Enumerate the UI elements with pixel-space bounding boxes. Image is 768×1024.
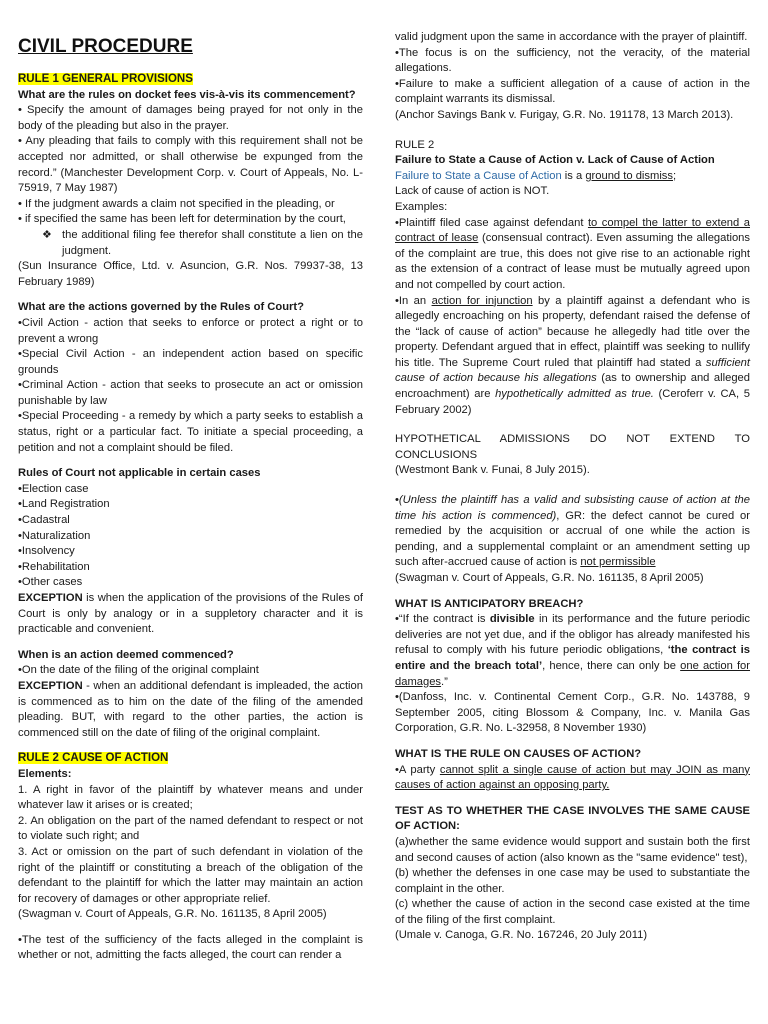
list-item: •Naturalization (18, 529, 91, 542)
rule2-heading: RULE 2 CAUSE OF ACTION (18, 752, 169, 765)
westmont-citation: (Westmont Bank v. Funai, 8 July 2015). (395, 464, 590, 477)
elements-citation: (Swagman v. Court of Appeals, G.R. No. 161135, 8 April 2005) (18, 908, 327, 921)
example-1: •Plaintiff filed case against defendant to compel the latter to extend a contract of lease (consensual contract). Even assuming the allegations of the complaint are true, this does not give rise to an actionable right as the extension of a contract of lease must be mutually agreed upon and not compelled by court action. (395, 216, 750, 291)
page-title: CIVIL PROCEDURE (18, 36, 193, 57)
question-action-commenced: When is an action deemed commenced? (18, 648, 234, 661)
question-not-applicable: Rules of Court not applicable in certain cases (18, 467, 261, 480)
list-item: •Cadastral (18, 514, 70, 527)
question-actions-governed: What are the actions governed by the Rules of Court? (18, 301, 304, 314)
element-item: 1. A right in favor of the plaintiff by whatever means and under whatever law it arises or is created; (18, 783, 363, 812)
test-item-b: (b) whether the defenses in one case may be used to substantiate the complaint in the other. (395, 867, 750, 895)
docket-sub-bullet: ❖ the additional filing fee therefor shall constitute a lien on the judgment. (42, 228, 363, 257)
list-item: •Election case (18, 482, 89, 495)
question-docket-fees: What are the rules on docket fees vis-à-vis its commencement? (18, 88, 356, 101)
swagman-citation: (Swagman v. Court of Appeals, G.R. No. 161135, 8 April 2005) (395, 572, 704, 584)
focus-bullet: •The focus is on the sufficiency, not the veracity, of the material allegations. (395, 46, 750, 75)
question-anticipatory-breach: WHAT IS ANTICIPATORY BREACH? (395, 597, 584, 610)
list-item: •Land Registration (18, 498, 110, 511)
docket-bullet-3: • If the judgment awards a claim not specified in the pleading, or (18, 197, 335, 210)
rule2-label: RULE 2 (395, 138, 435, 151)
question-causes-of-action: WHAT IS THE RULE ON CAUSES OF ACTION? (395, 747, 642, 760)
list-item: •Other cases (18, 576, 83, 589)
exception-paragraph-1: EXCEPTION is when the application of the provisions of the Rules of Court is only by analogy or in a suppletory character and it is practicable and convenient. (18, 592, 363, 636)
rule1-heading: RULE 1 GENERAL PROVISIONS (18, 73, 193, 85)
element-item: 3. Act or omission on the part of such defendant in violation of the right of the plaintiff or constituting a breach of the obligation of the defendant to the plaintiff for which the latter may maintain an action for recovery of damages or other appropriate relief. (18, 845, 363, 905)
anticipatory-paragraph: •“If the contract is divisible in its performance and the future periodic deliveries are not yet due, and if the obligor has already manifested his refusal to comply with his future periodic obligations, ‘the contract is entire and the breach total’, hence, there can only be one action for damages.” (395, 613, 751, 688)
unless-paragraph: •(Unless the plaintiff has a valid and subsisting cause of action at the time his action is commenced), GR: the defect cannot be cured or remedied by the acquisition or accrual of one while the action is pending, and a supplemental complaint or an amendment setting up such after-accrued cause of action is not permissible (395, 494, 750, 569)
example-2: •In an action for injunction by a plaintiff against a defendant who is allegedly encroaching on his property, defendant raised the defense of the “lack of cause of action” because he allegedly had title over the property. Defendant argued that in effect, plaintiff was seeking to nullify his title. The Supreme Court ruled that plaintiff had stated a sufficient cause of action because his allegations (as to ownership and alleged encroachment) are hypothetically admitted as true. (Ceroferr v. CA, 5 February 2002) (395, 294, 751, 416)
failure-ground-line: Failure to State a Cause of Action is a ground to dismiss; (395, 169, 677, 182)
failure-vs-lack-heading: Failure to State a Cause of Action v. Lack of Cause of Action (395, 154, 715, 167)
elements-label: Elements: (18, 767, 72, 780)
umale-citation: (Umale v. Canoga, G.R. No. 167246, 20 July 2011) (395, 929, 648, 942)
special-civil-action-item: •Special Civil Action - an independent action based on specific grounds (18, 348, 363, 376)
element-item: 2. An obligation on the part of the named defendant to respect or not to violate such right; and (18, 814, 363, 843)
left-column (18, 0, 363, 964)
lack-not-line: Lack of cause of action is NOT. (395, 185, 550, 198)
diamond-bullet-icon: ❖ (42, 228, 53, 241)
docket-bullet-2: • Any pleading that fails to comply with this requirement shall not be accepted nor admitted, or shall otherwise be expunged from the record.” (Manchester Development Corp. v. Court of Appeals, No. L-75919, 7 May 1987) (18, 135, 363, 195)
special-proceeding-item: •Special Proceeding - a remedy by which a party seeks to establish a status, right or a particular fact. To initiate a special proceeding, a petition and not a complaint should be filed. (18, 410, 363, 454)
hypothetical-heading: HYPOTHETICAL ADMISSIONS DO NOT EXTEND TO CONCLUSIONS (395, 433, 750, 461)
right-column (395, 30, 750, 944)
danfoss-citation: •(Danfoss, Inc. v. Continental Cement Corp., G.R. No. 143788, 9 September 2005, citing Blossom & Company, Inc. v. Manila Gas Corporation, G.R. No. L-32958, 8 November 1930) (395, 691, 750, 735)
docket-bullet-1: • Specify the amount of damages being prayed for not only in the body of the pleading but also in the prayer. (18, 104, 363, 132)
docket-citation: (Sun Insurance Office, Ltd. v. Asuncion, G.R. Nos. 79937-38, 13 February 1989) (18, 260, 363, 288)
list-item: •Rehabilitation (18, 560, 90, 573)
test-same-cause-heading: TEST AS TO WHETHER THE CASE INVOLVES THE SAME CAUSE OF ACTION: (395, 804, 750, 833)
test-sufficiency-paragraph: •The test of the sufficiency of the facts alleged in the complaint is whether or not, admitting the facts alleged, the court can render a (18, 933, 363, 962)
anchor-citation: (Anchor Savings Bank v. Furigay, G.R. No. 191178, 13 March 2013). (395, 108, 734, 121)
list-item: •Insolvency (18, 545, 75, 558)
commenced-bullet: •On the date of the filing of the original complaint (18, 664, 259, 677)
docket-bullet-4: • if specified the same has been left for determination by the court, (18, 213, 346, 226)
continued-paragraph: valid judgment upon the same in accordance with the prayer of plaintiff. (395, 31, 748, 43)
test-item-c: (c) whether the cause of action in the second case existed at the time of the filing of the first complaint. (395, 898, 750, 926)
examples-label: Examples: (395, 200, 448, 213)
failure-bullet: •Failure to make a sufficient allegation of a cause of action in the complaint warrants its dismissal. (395, 77, 750, 106)
causes-paragraph: •A party cannot split a single cause of action but may JOIN as many causes of action against an opposing party. (395, 763, 750, 792)
exception-paragraph-2: EXCEPTION - when an additional defendant is impleaded, the action is commenced as to him on the date of the filing of the amended pleading. BUT, with regard to the other parties, the action is commenced still on the date of filing of the original complaint. (18, 679, 363, 739)
civil-action-item: •Civil Action - action that seeks to enforce or protect a right or to prevent a wrong (18, 316, 363, 345)
criminal-action-item: •Criminal Action - action that seeks to prosecute an act or omission punishable by law (18, 379, 363, 407)
test-item-a: (a)whether the same evidence would support and sustain both the first and second causes of action (also known as the "same evidence" test), (395, 835, 750, 864)
